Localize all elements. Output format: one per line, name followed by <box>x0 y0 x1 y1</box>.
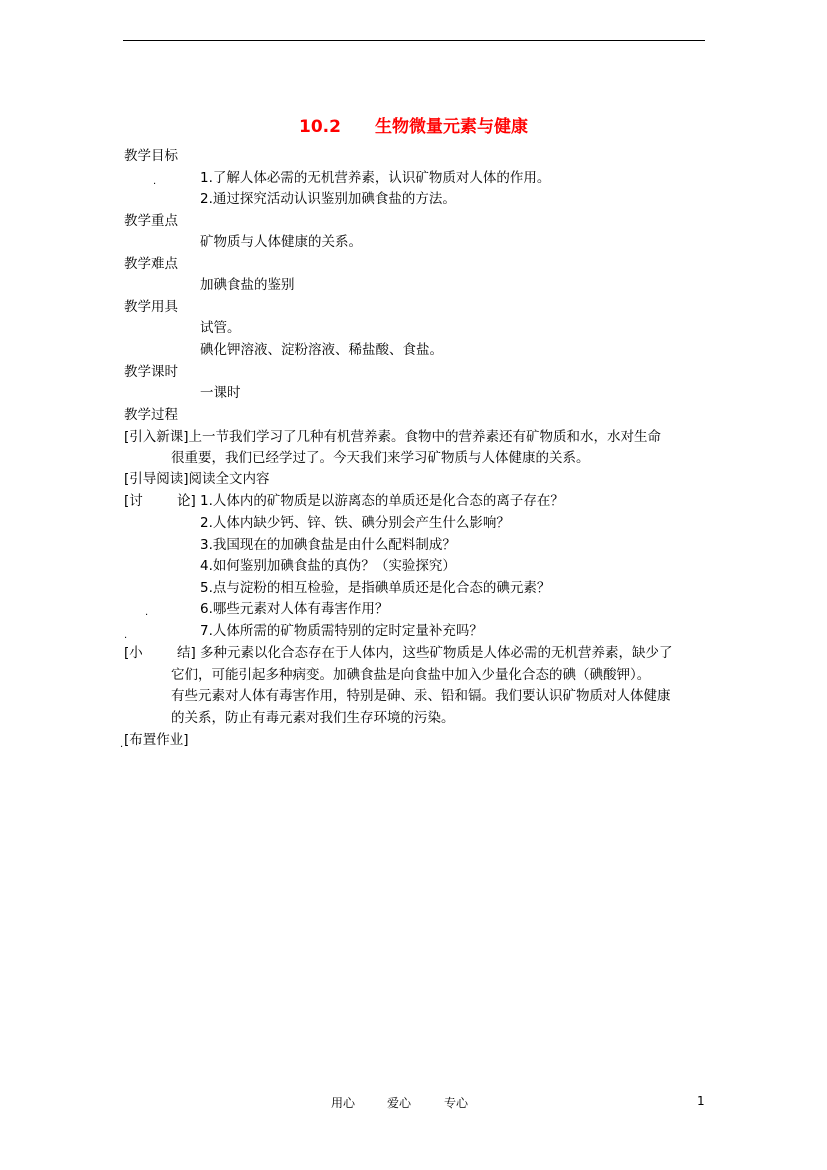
summary-line-1: 多种元素以化合态存在于人体内，这些矿物质是人体必需的无机营养素，缺少了 <box>200 645 673 661</box>
goal-item-2: 2.通过探究活动认识鉴别加碘食盐的方法。 <box>200 191 456 207</box>
header-rule <box>123 40 705 41</box>
summary-label-b: 结] <box>177 645 196 661</box>
difficulty-text: 加碘食盐的鉴别 <box>200 277 295 293</box>
footer-motto-3: 专心 <box>444 1096 469 1110</box>
question-2: 2.人体内缺少钙、锌、铁、碘分别会产生什么影响？ <box>200 515 510 531</box>
hours-heading: 教学课时 <box>124 364 178 380</box>
footer-motto-1: 用心 <box>331 1096 356 1110</box>
goal-heading: 教学目标 <box>124 148 178 164</box>
tools-item-1: 试管。 <box>200 320 241 336</box>
homework-line: [布置作业] <box>124 732 189 748</box>
page-number: 1 <box>697 1094 705 1108</box>
hours-text: 一课时 <box>200 385 241 401</box>
question-4: 4.如何鉴别加碘食盐的真伪？（实验探究） <box>200 558 456 574</box>
summary-line-2: 它们，可能引起多种病变。加碘食盐是向食盐中加入少量化合态的碘（碘酸钾）。 <box>171 667 651 683</box>
discuss-label-a: [讨 <box>124 493 143 509</box>
reading-line: [引导阅读]阅读全文内容 <box>124 471 270 487</box>
question-1: 1.人体内的矿物质是以游离态的单质还是化合态的离子存在？ <box>200 493 564 509</box>
summary-label-a: [小 <box>124 645 143 661</box>
key-text: 矿物质与人体健康的关系。 <box>200 234 362 250</box>
page-title <box>0 112 827 137</box>
question-3: 3.我国现在的加碘食盐是由什么配料制成？ <box>200 537 456 553</box>
stray-dot: . <box>153 176 157 187</box>
discuss-label-b: 论] <box>177 493 196 509</box>
intro-line-1: [引入新课]上一节我们学习了几种有机营养素。食物中的营养素还有矿物质和水，水对生命 <box>124 429 662 445</box>
footer-motto-2: 爱心 <box>387 1096 412 1110</box>
question-5: 5.点与淀粉的相互检验，是指碘单质还是化合态的碘元素？ <box>200 580 551 596</box>
tools-item-2: 碘化钾溶液、淀粉溶液、稀盐酸、食盐。 <box>200 342 443 358</box>
process-heading: 教学过程 <box>124 407 178 423</box>
title-text: 生物微量元素与健康 <box>374 117 528 137</box>
title-number: 10.2 <box>299 117 341 137</box>
difficulty-heading: 教学难点 <box>124 256 178 272</box>
question-7: 7.人体所需的矿物质需特别的定时定量补充吗？ <box>200 623 483 639</box>
stray-dot: . <box>120 739 124 750</box>
intro-line-2: 很重要，我们已经学过了。今天我们来学习矿物质与人体健康的关系。 <box>171 450 590 466</box>
stray-dot: . <box>145 607 149 618</box>
tools-heading: 教学用具 <box>124 299 178 315</box>
goal-item-1: 1.了解人体必需的无机营养素，认识矿物质对人体的作用。 <box>200 170 551 186</box>
key-heading: 教学重点 <box>124 213 178 229</box>
summary-line-3: 有些元素对人体有毒害作用，特别是砷、汞、铅和镉。我们要认识矿物质对人体健康 <box>171 688 671 704</box>
question-6: 6.哪些元素对人体有毒害作用？ <box>200 601 389 617</box>
stray-dot: . <box>124 630 128 641</box>
summary-line-4: 的关系，防止有毒元素对我们生存环境的污染。 <box>171 710 455 726</box>
